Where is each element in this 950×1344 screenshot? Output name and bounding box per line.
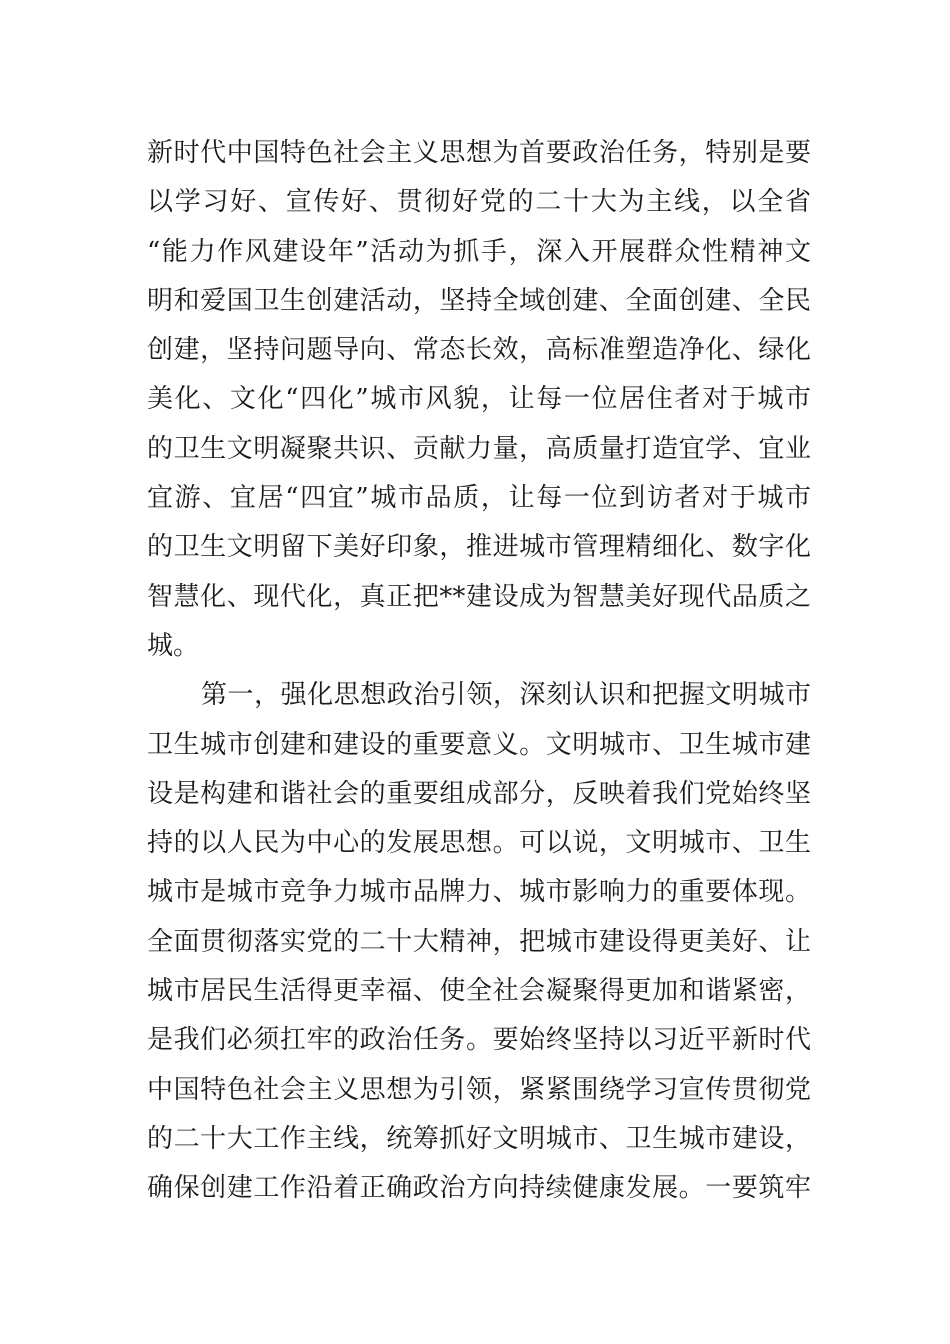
text-line: 卫生城市创建和建设的重要意义。文明城市、卫生城市建 (147, 729, 811, 760)
paragraph-start-line: 第一，强化思想政治引领，深刻认识和把握文明城市 (201, 680, 811, 711)
text-line: 城。 (147, 630, 200, 661)
text-line: 城市是城市竞争力城市品牌力、城市影响力的重要体现。 (147, 877, 811, 908)
text-line: 的卫生文明凝聚共识、贡献力量，高质量打造宜学、宜业 (147, 433, 811, 464)
text-line: 全面贯彻落实党的二十大精神，把城市建设得更美好、让 (147, 926, 811, 957)
text-line: 中国特色社会主义思想为引领，紧紧围绕学习宣传贯彻党 (147, 1074, 811, 1105)
text-line: 以学习好、宣传好、贯彻好党的二十大为主线，以全省 (147, 187, 811, 218)
text-line: 新时代中国特色社会主义思想为首要政治任务，特别是要 (147, 138, 811, 168)
text-line: 的卫生文明留下美好印象，推进城市管理精细化、数字化 (147, 532, 811, 563)
text-line: 明和爱国卫生创建活动，坚持全域创建、全面创建、全民 (147, 285, 811, 316)
body-text (147, 129, 811, 1214)
text-line: 智慧化、现代化，真正把**建设成为智慧美好现代品质之 (147, 581, 811, 612)
text-line: 美化、文化“四化”城市风貌，让每一位居住者对于城市 (147, 384, 811, 415)
text-line: 城市居民生活得更幸福、使全社会凝聚得更加和谐紧密， (147, 976, 811, 1007)
text-line: 宜游、宜居“四宜”城市品质，让每一位到访者对于城市 (147, 483, 811, 514)
text-line: 的二十大工作主线，统筹抓好文明城市、卫生城市建设， (147, 1123, 811, 1154)
text-line: 确保创建工作沿着正确政治方向持续健康发展。一要筑牢 (147, 1173, 811, 1204)
text-line: 设是构建和谐社会的重要组成部分，反映着我们党始终坚 (147, 778, 811, 809)
text-line: “能力作风建设年”活动为抓手，深入开展群众性精神文 (147, 236, 811, 267)
text-line: 持的以人民为中心的发展思想。可以说，文明城市、卫生 (147, 828, 811, 859)
text-line: 是我们必须扛牢的政治任务。要始终坚持以习近平新时代 (147, 1025, 811, 1056)
text-line: 创建，坚持问题导向、常态长效，高标准塑造净化、绿化 (147, 335, 811, 366)
